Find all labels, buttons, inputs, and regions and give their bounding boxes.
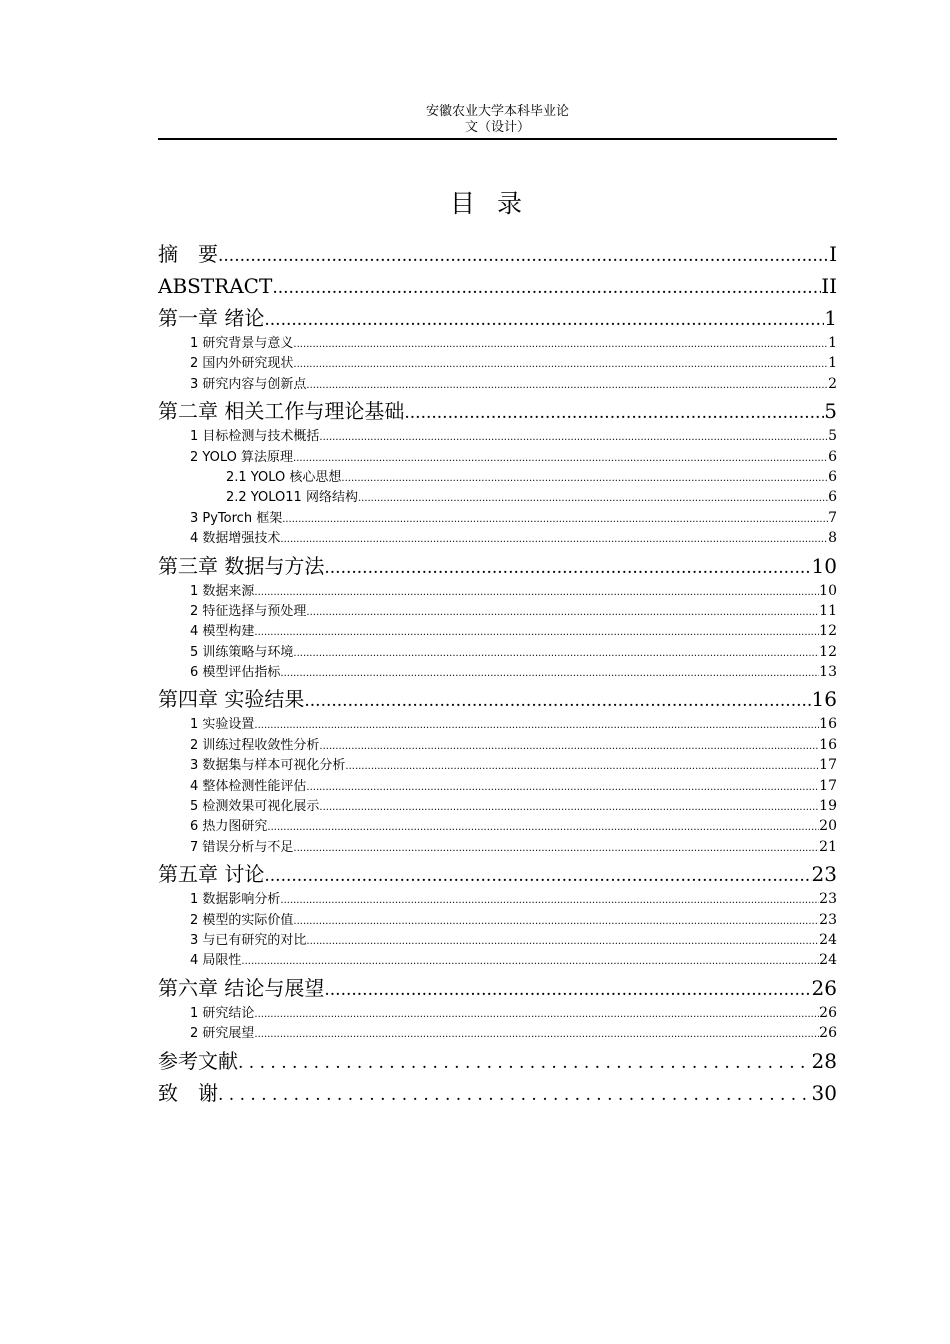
toc-entry[interactable] — [158, 663, 837, 683]
toc-entry-page: 12 — [819, 623, 837, 640]
toc-entry-label: 2 训练过程收敛性分析 — [190, 737, 320, 753]
toc-entry-label: 参考文献 — [158, 1048, 238, 1073]
toc-entry-label: 第二章 相关工作与理论基础 — [158, 399, 405, 424]
toc-entry[interactable] — [158, 622, 837, 642]
toc-dot-leader — [293, 645, 819, 663]
toc-entry-label: 4 数据增强技术 — [190, 531, 281, 547]
toc-entry-page: 16 — [819, 716, 837, 733]
toc-entry-page: 19 — [819, 798, 837, 815]
toc-entry-label: 2 特征选择与预处理 — [190, 603, 307, 619]
running-header — [158, 104, 837, 136]
toc-dot-leader — [264, 864, 811, 888]
toc-dot-leader — [280, 531, 828, 549]
toc-entry-label: 5 检测效果可视化展示 — [190, 799, 320, 815]
toc-entry-label: 5 训练策略与环境 — [190, 644, 294, 660]
toc-entry[interactable] — [158, 715, 837, 735]
toc-entry-page: 1 — [828, 335, 837, 351]
toc-dot-leader — [254, 584, 819, 602]
toc-entry-page: 6 — [828, 448, 837, 465]
toc-entry[interactable] — [158, 488, 837, 508]
toc-entry-page: 16 — [819, 736, 837, 753]
toc-entry-label: 第一章 绪论 — [158, 306, 265, 330]
toc-dot-leader — [254, 717, 819, 735]
toc-entry-label: 1 实验设置 — [190, 717, 255, 733]
toc-entry[interactable] — [158, 395, 837, 427]
toc-entry[interactable] — [158, 529, 837, 549]
toc-entry-label: 3 研究内容与创新点 — [190, 376, 307, 392]
toc-dot-leader — [218, 244, 829, 268]
toc-entry-page: 2 — [828, 375, 837, 392]
toc-entry[interactable] — [158, 890, 837, 910]
running-header-line2: 文（设计） — [464, 120, 530, 135]
toc-dot-leader — [319, 738, 819, 756]
toc-dot-leader — [293, 336, 828, 354]
toc-entry[interactable] — [158, 797, 837, 817]
toc-entry-page: 12 — [819, 643, 837, 660]
toc-entry[interactable] — [158, 736, 837, 756]
toc-entry-label: 第五章 讨论 — [158, 862, 265, 887]
toc-dot-leader — [241, 953, 819, 971]
toc-dot-leader — [306, 604, 819, 622]
toc-entry-page: 5 — [828, 428, 837, 445]
toc-entry[interactable] — [158, 1045, 837, 1077]
toc-entry-page: 24 — [819, 952, 837, 969]
toc-entry-label: 2.2 YOLO11 网络结构 — [226, 490, 358, 506]
toc-dot-leader — [254, 624, 819, 642]
toc-entry[interactable] — [158, 838, 837, 858]
toc-entry-page: 6 — [828, 468, 837, 485]
toc-entry-label: 2 研究展望 — [190, 1026, 255, 1042]
toc-entry[interactable] — [158, 302, 837, 334]
toc-dot-leader — [324, 978, 811, 1002]
toc-entry[interactable] — [158, 951, 837, 971]
toc-entry-page: I — [829, 242, 837, 266]
toc-entry-page: 26 — [819, 1004, 837, 1021]
toc-dot-leader — [280, 892, 819, 910]
toc-entry-page: 7 — [828, 509, 837, 526]
toc-entry-label: 7 错误分析与不足 — [190, 839, 294, 855]
toc-entry-page: 23 — [819, 911, 837, 928]
toc-entry-page: 1 — [824, 306, 837, 330]
toc-entry-label: 3 数据集与样本可视化分析 — [190, 758, 346, 774]
toc-entry-label: 1 数据影响分析 — [190, 892, 281, 908]
toc-entry-page: 26 — [811, 975, 837, 1000]
toc-entry[interactable] — [158, 817, 837, 837]
toc-entry-label: 摘 要 — [158, 242, 218, 266]
toc-dot-leader — [254, 1006, 819, 1024]
toc-entry[interactable] — [158, 602, 837, 622]
toc-dot-leader — [293, 913, 819, 931]
toc-entry-label: 致 谢 — [158, 1080, 218, 1105]
toc-entry-label: 3 PyTorch 框架 — [190, 510, 283, 526]
toc-entry-label: 1 数据来源 — [190, 583, 255, 599]
running-header-line1: 安徽农业大学本科毕业论 — [425, 104, 569, 119]
toc-entry[interactable] — [158, 777, 837, 797]
toc-dot-leader — [293, 450, 828, 468]
toc-entry-page: 28 — [811, 1048, 837, 1073]
toc-dot-leader — [341, 470, 828, 488]
toc-entry[interactable] — [158, 1024, 837, 1044]
toc-entry[interactable] — [158, 582, 837, 602]
toc-dot-leader — [306, 933, 819, 951]
toc-entry[interactable] — [158, 683, 837, 715]
toc-entry[interactable] — [158, 375, 837, 395]
toc-dot-leader — [345, 758, 819, 776]
toc-dot-leader — [264, 308, 824, 332]
toc-entry[interactable] — [158, 1077, 837, 1109]
toc-dot-leader — [319, 429, 828, 447]
toc-dot-leader — [282, 511, 828, 529]
toc-entry-page: 23 — [819, 891, 837, 908]
toc-entry-label: 4 模型构建 — [190, 624, 255, 640]
toc-entry-label: 3 与已有研究的对比 — [190, 932, 307, 948]
toc-entry-page: 10 — [819, 582, 837, 599]
toc-entry-page: 17 — [819, 777, 837, 794]
toc-entry-label: 1 目标检测与技术概括 — [190, 429, 320, 445]
toc-dot-leader — [267, 819, 819, 837]
toc-entry[interactable] — [158, 334, 837, 354]
toc-entry-label: 第三章 数据与方法 — [158, 553, 325, 578]
toc-entry-page: 24 — [819, 931, 837, 948]
toc-entry[interactable] — [158, 550, 837, 582]
toc-entry[interactable] — [158, 448, 837, 468]
toc-entry-label: 4 局限性 — [190, 953, 242, 969]
toc-entry-page: 13 — [819, 664, 837, 681]
toc-entry[interactable] — [158, 972, 837, 1004]
toc-entry[interactable] — [158, 238, 837, 270]
toc-dot-leader — [293, 840, 819, 858]
toc-entry-label: 2 国内外研究现状 — [190, 356, 294, 372]
toc-entry[interactable] — [158, 468, 837, 488]
toc-entry[interactable] — [158, 931, 837, 951]
toc-dot-leader — [404, 401, 824, 425]
toc-entry-page: 17 — [819, 757, 837, 774]
toc-dot-leader — [218, 1083, 812, 1107]
toc-dot-leader — [238, 1051, 812, 1075]
header-rule — [158, 138, 837, 140]
toc-entry-label: 2 YOLO 算法原理 — [190, 449, 294, 465]
toc-entry[interactable] — [158, 1004, 837, 1024]
toc-entry[interactable] — [158, 270, 837, 302]
toc-entry-page: 16 — [811, 687, 837, 712]
toc-entry[interactable] — [158, 427, 837, 447]
toc-entry[interactable] — [158, 354, 837, 374]
toc-title: 目录 — [449, 189, 544, 218]
toc-dot-leader — [306, 779, 819, 797]
toc-entry-label: 4 整体检测性能评估 — [190, 778, 307, 794]
toc-entry-label: 6 热力图研究 — [190, 819, 268, 835]
toc-entry-page: 26 — [819, 1025, 837, 1042]
toc-dot-leader — [324, 556, 811, 580]
toc-entry-page: 11 — [819, 602, 837, 619]
table-of-contents — [158, 238, 837, 1109]
toc-entry[interactable] — [158, 756, 837, 776]
toc-entry-page: 8 — [828, 530, 837, 547]
toc-dot-leader — [304, 689, 811, 713]
toc-entry-page: 30 — [811, 1080, 837, 1105]
toc-entry-label: 2 模型的实际价值 — [190, 912, 294, 928]
toc-entry-label: 第六章 结论与展望 — [158, 975, 325, 1000]
toc-entry-label: 6 模型评估指标 — [190, 665, 281, 681]
toc-entry-page: 20 — [819, 818, 837, 835]
toc-entry-page: 21 — [819, 838, 837, 855]
toc-entry-label: 1 研究结论 — [190, 1005, 255, 1021]
toc-entry-page: 1 — [828, 355, 837, 372]
toc-dot-leader — [358, 490, 828, 508]
toc-entry[interactable] — [158, 643, 837, 663]
toc-entry-page: 23 — [811, 862, 837, 887]
toc-entry-label: ABSTRACT — [158, 274, 273, 298]
toc-dot-leader — [272, 276, 821, 300]
toc-entry[interactable] — [158, 509, 837, 529]
toc-entry-label: 2.1 YOLO 核心思想 — [226, 469, 342, 485]
toc-dot-leader — [254, 1026, 819, 1044]
toc-entry[interactable] — [158, 858, 837, 890]
toc-entry-page: 5 — [824, 399, 837, 424]
toc-entry-page: 6 — [828, 489, 837, 506]
toc-entry-page: 10 — [811, 553, 837, 578]
toc-entry-page: II — [821, 274, 837, 298]
toc-dot-leader — [319, 799, 819, 817]
toc-dot-leader — [306, 377, 828, 395]
toc-entry[interactable] — [158, 911, 837, 931]
toc-entry-label: 1 研究背景与意义 — [190, 336, 294, 351]
toc-entry-label: 第四章 实验结果 — [158, 687, 305, 712]
toc-dot-leader — [280, 665, 819, 683]
toc-dot-leader — [293, 356, 828, 374]
